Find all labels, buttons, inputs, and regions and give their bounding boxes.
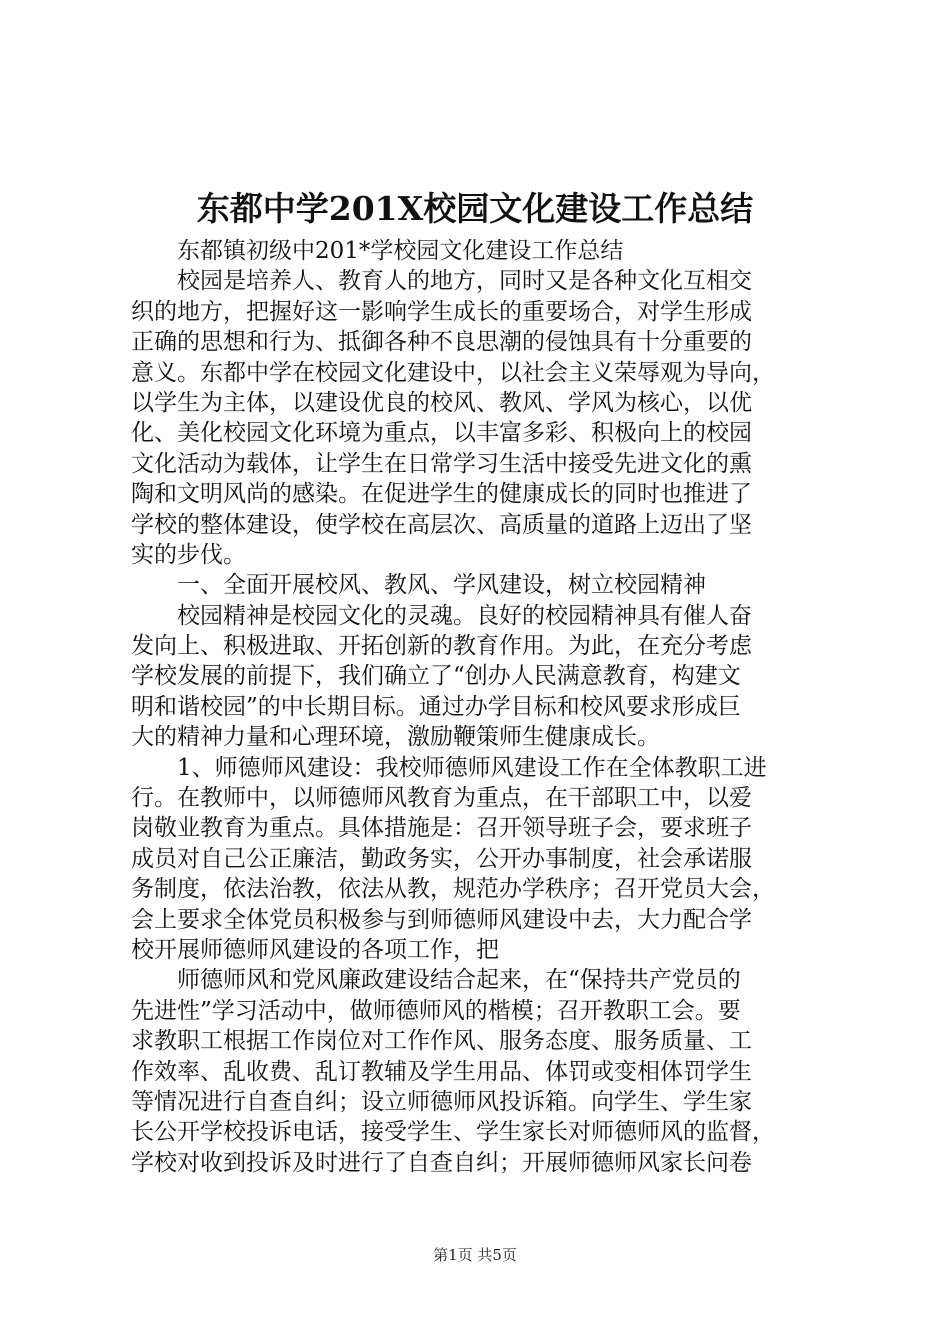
text-line: 会上要求全体党员积极参与到师德师风建设中去，大力配合学 [131,906,752,933]
text-line: 1、师德师风建设：我校师德师风建设工作在全体教职工进 [177,754,767,781]
text-line: 长公开学校投诉电话，接受学生、学生家长对师德师风的监督， [131,1119,775,1146]
document-body [131,236,831,1178]
text-line: 大的精神力量和心理环境，激励鞭策师生健康成长。 [131,724,660,751]
text-line: 东都镇初级中201*学校园文化建设工作总结 [177,238,624,264]
text-line: 学校对收到投诉及时进行了自查自纠；开展师德师风家长问卷 [131,1149,752,1176]
text-line: 先进性”学习活动中，做师德师风的楷模；召开教职工会。要 [131,997,741,1024]
text-line: 以学生为主体，以建设优良的校风、教风、学风为核心，以优 [131,389,752,416]
text-line: 一、全面开展校风、教风、学风建设，树立校园精神 [177,572,706,599]
text-line: 正确的思想和行为、抵御各种不良思潮的侵蚀具有十分重要的 [131,329,752,356]
text-line: 行。在教师中，以师德师风教育为重点，在干部职工中，以爱 [131,785,752,812]
text-line: 意义。东都中学在校园文化建设中，以社会主义荣辱观为导向， [131,359,775,386]
text-line: 作效率、乱收费、乱订教辅及学生用品、体罚或变相体罚学生 [131,1058,752,1085]
page-footer: 第1页 共5页 [433,1246,517,1264]
text-line: 文化活动为载体，让学生在日常学习生活中接受先进文化的熏 [131,450,752,477]
text-line: 校园是培养人、教育人的地方，同时又是各种文化互相交 [177,268,752,295]
text-line: 校开展师德师风建设的各项工作，把 [131,936,499,963]
text-line: 明和谐校园”的中长期目标。通过办学目标和校风要求形成巨 [131,693,741,720]
text-line: 务制度，依法治教，依法从教，规范办学秩序；召开党员大会， [131,876,775,903]
text-line: 陶和文明风尚的感染。在促进学生的健康成长的同时也推进了 [131,481,752,508]
text-line: 等情况进行自查自纠；设立师德师风投诉箱。向学生、学生家 [131,1088,752,1115]
text-line: 化、美化校园文化环境为重点，以丰富多彩、积极向上的校园 [131,420,752,447]
text-line: 求教职工根据工作岗位对工作作风、服务态度、服务质量、工 [131,1028,752,1055]
text-line: 学校发展的前提下，我们确立了“创办人民满意教育，构建文 [131,663,741,690]
text-line: 发向上、积极进取、开拓创新的教育作用。为此，在充分考虑 [131,633,752,660]
text-line: 师德师风和党风廉政建设结合起来，在“保持共产党员的 [177,967,741,994]
text-line: 学校的整体建设，使学校在高层次、高质量的道路上迈出了坚 [131,511,752,538]
text-line: 实的步伐。 [131,541,246,568]
text-line: 校园精神是校园文化的灵魂。良好的校园精神具有催人奋 [177,602,752,629]
text-line: 织的地方，把握好这一影响学生成长的重要场合，对学生形成 [131,298,752,325]
document-title: 东都中学201X校园文化建设工作总结 [196,189,754,228]
text-line: 岗敬业教育为重点。具体措施是：召开领导班子会，要求班子 [131,815,752,842]
text-line: 成员对自己公正廉洁，勤政务实，公开办事制度，社会承诺服 [131,845,752,872]
